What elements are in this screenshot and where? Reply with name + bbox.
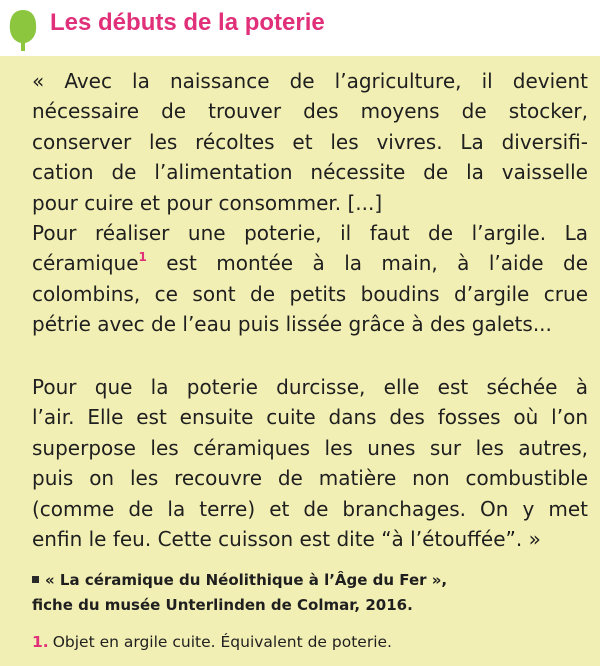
footnote-number: 1.	[32, 633, 49, 651]
footnote-text: Objet en argile cuite. Équivalent de poterie.	[52, 633, 392, 651]
text-line: puis on les recouvre de matière non combustible	[32, 466, 588, 491]
quote-paragraph-1	[32, 66, 588, 340]
quote-paragraph-2	[32, 372, 588, 554]
text-line-with-note	[32, 248, 588, 278]
line-continuation: est montée à la main, à l’aide de	[166, 251, 588, 276]
text-line: Pour que la poterie durcisse, elle est séchée à	[32, 375, 588, 399]
text-line: Pour réaliser une poterie, il faut de l’argile. La	[32, 221, 588, 246]
text-line: « Avec la naissance de l’agriculture, il devient	[32, 69, 588, 93]
text-line: pétrie avec de l’eau puis lissée grâce à des galets...	[32, 312, 552, 337]
leaf-icon	[8, 8, 38, 52]
text-line: pour cuire et pour consommer. [...]	[32, 190, 383, 215]
text-line: enfin le feu. Cette cuisson est dite “à l’étouffée”. »	[32, 527, 541, 552]
source-line-1	[32, 568, 588, 593]
word-ceramique: céramique	[32, 251, 139, 276]
source-line-2: fiche du musée Unterlinden de Colmar, 2016.	[32, 596, 413, 614]
square-bullet-icon	[32, 576, 39, 583]
text-line: cation de l’alimentation nécessite de la vaisselle	[32, 160, 588, 185]
header-bar	[0, 0, 600, 56]
text-line: (comme de la terre) et de branchages. On y met	[32, 496, 588, 521]
text-line: colombins, ce sont de petits boudins d’argile crue	[32, 281, 588, 306]
source-title: « La céramique du Néolithique à l’Âge du Fer »,	[45, 571, 448, 589]
text-line: l’air. Elle est ensuite cuite dans des fosses où l’on	[32, 405, 588, 430]
source-citation	[32, 568, 588, 618]
footnote	[32, 630, 588, 654]
footnote-marker[interactable]: 1	[138, 249, 147, 264]
page-title: Les débuts de la poterie	[50, 9, 325, 36]
text-line: nécessaire de trouver des moyens de stocker,	[32, 99, 588, 124]
text-line: conserver les récoltes et les vivres. La diversifi-	[32, 129, 588, 154]
text-line: superpose les céramiques les unes sur les autres,	[32, 435, 588, 460]
